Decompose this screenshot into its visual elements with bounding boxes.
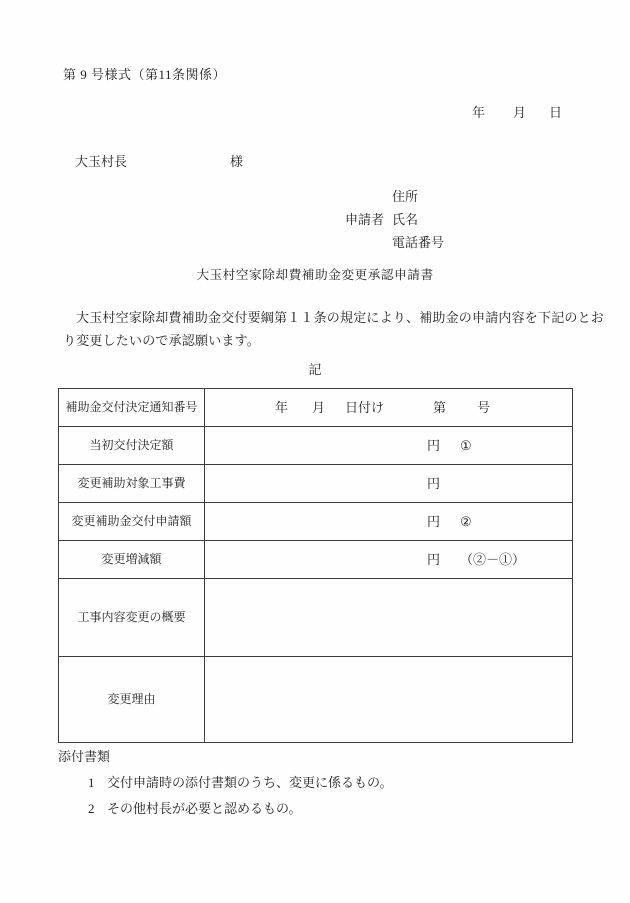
row-value-amount	[205, 541, 573, 579]
applicant-name-label: 氏名	[392, 211, 419, 227]
table-row-changed-cost	[59, 465, 573, 503]
item-number: 2	[88, 801, 95, 816]
row-label: 工事内容変更の概要	[59, 579, 205, 657]
yen-unit-label: 円	[427, 475, 441, 491]
applicant-address-row	[345, 185, 444, 208]
yen-unit-label: 円	[427, 551, 441, 567]
addressee-honorific: 様	[230, 154, 244, 169]
ki-heading: 記	[308, 362, 322, 377]
body-paragraph	[63, 306, 605, 352]
attachment-item	[58, 774, 392, 792]
month-label: 月	[312, 399, 326, 415]
row-value-amount	[205, 427, 573, 465]
table-row-changed-application-amount	[59, 503, 573, 541]
item-number: 1	[88, 775, 95, 790]
row-label: 変更補助対象工事費	[59, 465, 205, 503]
applicant-label: 申請者	[345, 211, 385, 227]
item-text: その他村長が必要と認めるもの。	[107, 801, 302, 816]
attachments-section	[58, 748, 392, 818]
applicant-phone-label: 電話番号	[392, 234, 445, 250]
yen-unit-label: 円	[427, 513, 441, 529]
row-label: 当初交付決定額	[59, 427, 205, 465]
number-prefix-label: 第	[433, 399, 447, 415]
applicant-address-label: 住所	[392, 188, 419, 204]
applicant-block	[345, 185, 444, 254]
circled-note: ①	[460, 437, 472, 453]
row-value-amount	[205, 503, 573, 541]
addressee-line	[75, 153, 243, 171]
row-value-amount	[205, 465, 573, 503]
attachment-item	[58, 800, 392, 818]
row-label: 変更増減額	[59, 541, 205, 579]
addressee-name: 大玉村長	[75, 154, 128, 169]
table-row-work-change-summary	[59, 579, 573, 657]
circled-note: （②－①）	[460, 551, 526, 567]
table-row-notice-number	[59, 389, 573, 427]
document-title: 大玉村空家除却費補助金変更承認申請書	[196, 268, 434, 282]
date-parts	[205, 400, 490, 415]
item-text: 交付申請時の添付書類のうち、変更に係るもの。	[107, 775, 393, 790]
row-value-empty	[205, 657, 573, 743]
date-year-label: 年	[472, 105, 486, 120]
applicant-name-row	[345, 208, 444, 231]
row-value-empty	[205, 579, 573, 657]
number-suffix-label: 号	[477, 399, 491, 415]
circled-note: ②	[460, 513, 472, 529]
date-day-label: 日	[549, 105, 563, 120]
yen-unit-label: 円	[427, 437, 441, 453]
form-table	[58, 388, 573, 743]
table-row-initial-amount	[59, 427, 573, 465]
date-line	[472, 104, 562, 122]
table-row-change-difference	[59, 541, 573, 579]
row-label: 変更理由	[59, 657, 205, 743]
body-line-2: り変更したいので承認願います。	[63, 333, 260, 348]
day-label: 日付け	[345, 399, 385, 415]
applicant-phone-row	[345, 231, 444, 254]
form-number: 第 9 号様式（第11条関係）	[63, 67, 227, 82]
table-row-change-reason	[59, 657, 573, 743]
body-line-1: 大玉村空家除却費補助金交付要綱第１１条の規定により、補助金の申請内容を下記のとお	[76, 310, 605, 325]
row-value-date	[205, 389, 573, 427]
year-label: 年	[275, 399, 289, 415]
row-label: 変更補助金交付申請額	[59, 503, 205, 541]
date-month-label: 月	[513, 105, 527, 120]
row-label: 補助金交付決定通知番号	[59, 389, 205, 427]
attachments-heading: 添付書類	[58, 749, 111, 764]
